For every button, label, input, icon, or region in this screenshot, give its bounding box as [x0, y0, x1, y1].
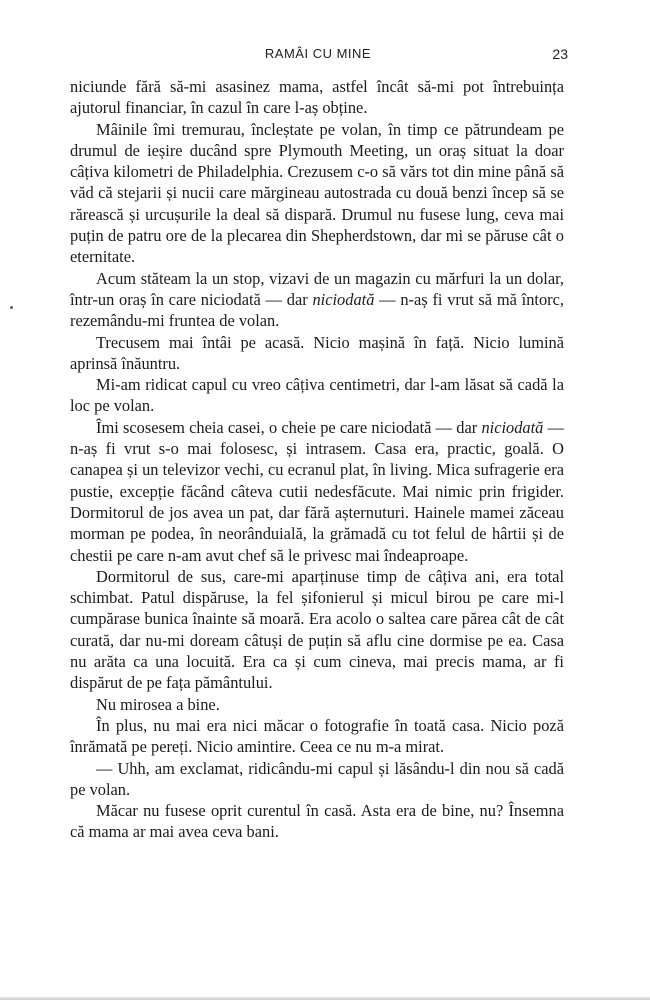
paragraph-6 — [70, 417, 564, 566]
paragraph-2 — [70, 119, 564, 268]
page-number: 23 — [552, 46, 568, 62]
paragraph-text: Dormitorul de sus, care-mi aparținuse timp de câțiva ani, era total schimbat. Patul dispăruse, la fel șifonierul și micul birou pe care mi-l cumpărase bunica înainte să moară. Era acolo o saltea care părea cât de cât curată, dar nu-mi doream câtuși de puțin să aflu cine dormise pe ea. Casa nu arăta ca una locuită. Era ca și cum cineva, mai precis mama, ar fi dispărut de pe fața pământului. — [70, 566, 564, 693]
paragraph-3 — [70, 268, 564, 332]
paragraph-8 — [70, 694, 564, 715]
paragraph-text: Mi-am ridicat capul cu vreo câțiva centimetri, dar l-am lăsat să cadă la loc pe volan. — [70, 375, 564, 416]
paragraph-9 — [70, 715, 564, 758]
paragraph-text: — n-aș fi vrut s-o mai folosesc, și intrasem. Casa era, practic, goală. O canapea și un televizor vechi, cu ecranul plat, în living. Mica sufragerie era pustie, excepție făcând câteva cutii nedesfăcute. Mai nimic prin frigider. Dormitorul de jos avea un pat, dar fără așternuturi. Hainele mamei zăceau morman pe podea, în neorânduială, la grămadă cu tot felul de hârtii și de chestii pe care n-am avut chef să le privesc mai îndeaproape. — [70, 417, 564, 565]
scan-speck — [10, 306, 13, 309]
paragraph-text: Mâinile îmi tremurau, încleștate pe volan, în timp ce pătrundeam pe drumul de ieșire ducând spre Plymouth Meeting, un oraș situat la doar câțiva kilometri de Philadelphia. Crezusem c-o să vărs tot din mine până să văd că stejarii și nucii care mărgineau autostrada cu două benzi încep să se rărească și urcușurile la deal să dispară. Drumul nu fusese lung, ceva mai puțin de patru ore de la plecarea din Shepherdstown, dar mi se păruse cât o eternitate. — [70, 119, 564, 267]
paragraph-text: În plus, nu mai era nici măcar o fotografie în toată casa. Nicio poză înrămată pe pereți. Nicio amintire. Ceea ce nu m-a mirat. — [70, 715, 564, 757]
paragraph-5 — [70, 374, 564, 417]
paragraph-11 — [70, 800, 564, 843]
paragraph-text: — n-aș fi vrut să mă întorc, rezemându-mi fruntea de volan. — [70, 289, 564, 331]
paragraph-text: Măcar nu fusese oprit curentul în casă. Asta era de bine, nu? Însemna că mama ar mai avea ceva bani. — [70, 801, 564, 842]
paragraph-10 — [70, 758, 564, 801]
paragraph-text: Îmi scosesem cheia casei, o cheie pe care niciodată — dar — [96, 417, 482, 437]
paragraph-text: Nu mirosea a bine. — [96, 694, 220, 714]
emphasis-text: niciodată — [481, 417, 544, 437]
paragraph-4 — [70, 332, 564, 375]
paragraph-text: niciunde fără să-mi asasinez mama, astfel încât să-mi pot întrebuința ajutorul financiar, în cazul în care l-aș obține. — [70, 77, 564, 118]
paragraph-text: Trecusem mai întâi pe acasă. Nicio mașină în față. Nicio lumină aprinsă înăuntru. — [70, 332, 564, 373]
paragraph-text: — Uhh, am exclamat, ridicându-mi capul și lăsându-l din nou să cadă pe volan. — [70, 758, 564, 799]
paragraph-7 — [70, 566, 564, 694]
emphasis-text: niciodată — [312, 289, 375, 309]
paragraph-text: Acum stăteam la un stop, vizavi de un magazin cu mărfuri la un dolar, într-un oraș în care niciodată — dar — [70, 268, 564, 309]
page-header — [68, 46, 568, 66]
running-title: RAMÂI CU MINE — [264, 46, 372, 61]
paragraph-1 — [70, 76, 564, 119]
body-text — [70, 76, 564, 843]
